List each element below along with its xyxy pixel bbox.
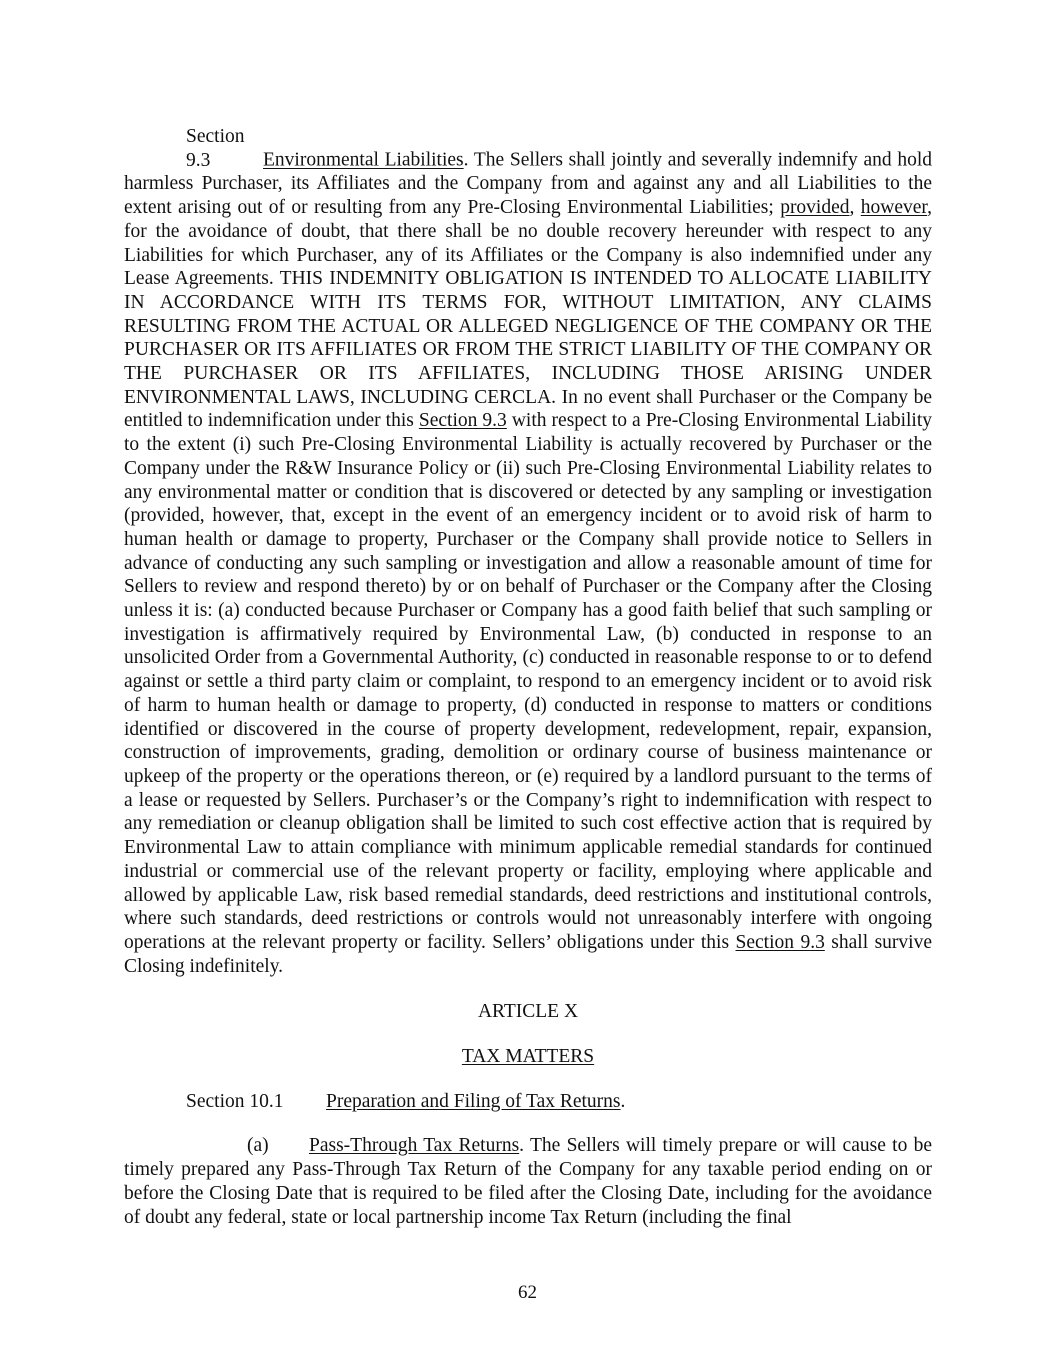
section-9-3-heading: Environmental Liabilities (263, 149, 464, 171)
article-title-text: TAX MATTERS (461, 1046, 595, 1068)
provided-term: provided (780, 197, 850, 219)
document-page (124, 125, 932, 1229)
subsection-a-label: (a) (247, 1135, 269, 1157)
section-9-3-paragraph (124, 125, 932, 978)
subsection-a-text: . The Sellers will timely prepare or will cause to be timely prepared any Pass-Through Tax Return of the Company for any taxable period ending on or before the Closing Date that is required to be filed after the Closing Date, including for the avoidance of doubt any federal, state or local partnership income Tax Return (including the final (124, 1135, 933, 1228)
section-9-3-cross-reference: Section 9.3 (418, 410, 507, 432)
section-10-1-heading: Preparation and Filing of Tax Returns (326, 1090, 621, 1112)
section-10-1-number: Section 10.1 (186, 1090, 284, 1112)
section-9-3-text-1: . The Sellers shall jointly and severally indemnify and hold harmless Purchaser, its Affiliates and the Company from and against any and all Liabilities to the extent arising out of or resulting from any Pre-Closing Environmental Liabilities; (124, 149, 932, 219)
section-9-3-text-3: with respect to a Pre-Closing Environmental Liability to the extent (i) such Pre-Closing Environmental Liability is actually recovered by Purchaser or the Company under the R&W Insurance Policy or (ii) such Pre-Closing Environmental Liability relates to any environmental matter or condition that is discovered or detected by any sampling or investigation (provided, however, that, except in the event of an emergency incident or to avoid risk of harm to human health or damage to property, Purchaser or the Company shall provide notice to Sellers in advance of conducting any such sampling or investigation and allow a reasonable amount of time for Sellers to review and respond thereto) by or on behalf of Purchaser or the Company after the Closing unless it is: (a) conducted because Purchaser or Company has a good faith belief that such sampling or investigation is affirmatively required by Environmental Law, (b) conducted in response to an unsolicited Order from a Governmental Authority, (c) conducted in reasonable response to or to defend against or settle a third party claim or complaint, to respond to an emergency incident or to avoid risk of harm to human health or damage to property, (d) conducted in response to matters or conditions identified or discovered in the course of property development, redevelopment, repair, expansion, construction of improvements, grading, demolition or ordinary course of business maintenance or upkeep of the property or the operations thereon, or (e) required by a landlord pursuant to the terms of a lease or requested by Sellers. Purchaser’s or the Company’s right to indemnification with respect to any remediation or cleanup obligation shall be limited to such cost effective action that is required by Environmental Law to attain compliance with minimum applicable remedial standards for continued industrial or commercial use of the relevant property or facility, employing where applicable and allowed by applicable Law, risk based remedial standards, deed restrictions and institutional controls, where such standards, deed restrictions or controls would not unreasonably interfere with ongoing operations at the relevant property or facility. Sellers’ obligations under this (124, 410, 932, 953)
however-term: however (860, 197, 928, 219)
section-9-3-text-2: , for the avoidance of doubt, that there shall be no double recovery hereunder with respect to any Liabilities for which Purchaser, any of its Affiliates or the Company is also indemnified under any Lease Agreements. THIS INDEMNITY OBLIGATION IS INTENDED TO ALLOCATE LIABILITY IN ACCORDANCE WITH ITS TERMS FOR, WITHOUT LIMITATION, ANY CLAIMS RESULTING FROM THE ACTUAL OR ALLEGED NEGLIGENCE OF THE COMPANY OR THE PURCHASER OR ITS AFFILIATES OR FROM THE STRICT LIABILITY OF THE COMPANY OR THE PURCHASER OR ITS AFFILIATES, INCLUDING THOSE ARISING UNDER ENVIRONMENTAL LAWS, INCLUDING CERCLA. In no event shall Purchaser or the Company be entitled to indemnification under this (124, 197, 933, 432)
subsection-a-paragraph (124, 1134, 932, 1229)
section-9-3-text-4: shall survive Closing indefinitely. (124, 931, 932, 977)
section-9-3-number: Section 9.3 (186, 126, 245, 171)
article-title (124, 1045, 932, 1069)
section-10-1-period: . (620, 1090, 626, 1112)
subsection-a-heading: Pass-Through Tax Returns (309, 1135, 520, 1157)
page-number: 62 (518, 1282, 537, 1303)
comma-separator: , (849, 197, 861, 219)
section-10-1-heading-line (124, 1090, 932, 1114)
article-label: ARTICLE X (477, 1001, 579, 1023)
section-9-3-cross-reference-2: Section 9.3 (735, 931, 825, 953)
